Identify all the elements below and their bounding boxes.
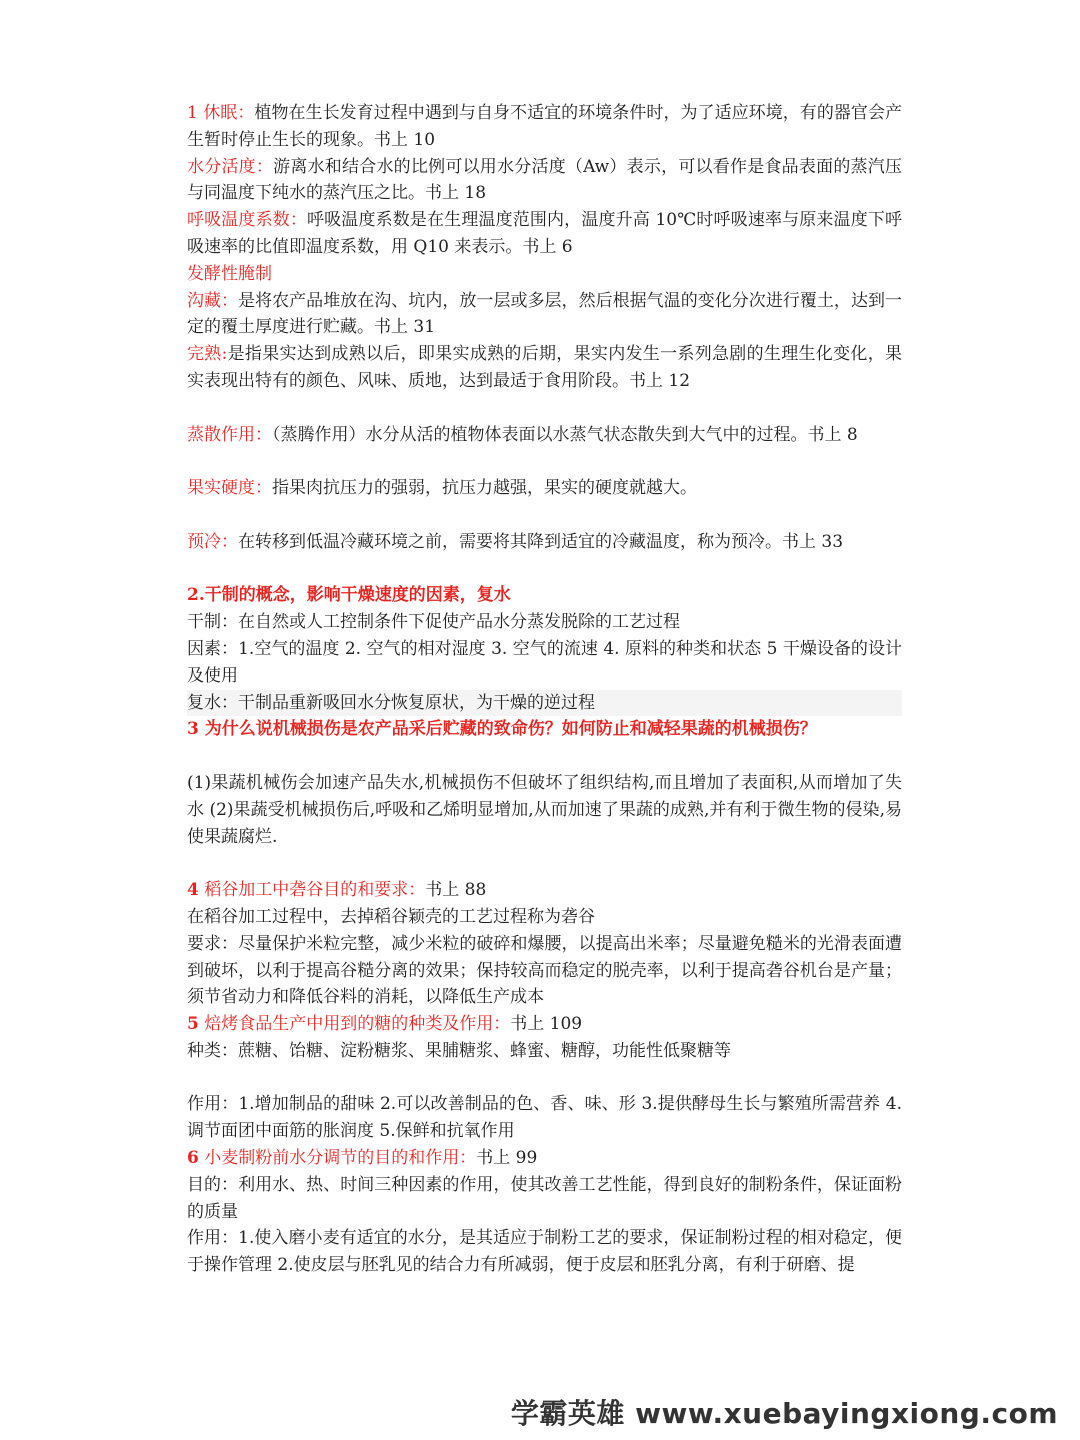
term-label: 呼吸温度系数： <box>187 210 308 231</box>
book-reference: 书上 109 <box>510 1014 583 1035</box>
term-label: 果实硬度： <box>187 478 272 499</box>
q6-purpose: 目的：利用水、热、时间三种因素的作用，使其改善工艺性能，得到良好的制粉条件，保证面粉的质量 <box>187 1174 902 1222</box>
q2-rehydration-line: 复水：干制品重新吸回水分恢复原状，为干燥的逆过程 <box>187 690 902 717</box>
question-number: 5 <box>187 1014 199 1035</box>
question-title: 稻谷加工中砻谷目的和要求： <box>198 880 426 901</box>
definition-text: 在转移到低温冷藏环境之前，需要将其降到适宜的冷藏温度，称为预冷。书上 33 <box>238 531 844 552</box>
question-number: 3 <box>187 719 199 740</box>
definition-water-activity <box>187 154 902 208</box>
spacer <box>187 850 902 877</box>
definition-text: 是指果实达到成熟以后，即果实成熟的后期，果实内发生一系列急剧的生理生化变化，果实表现出特有的颜色、风味、质地，达到最适于食用阶段。书上 12 <box>187 344 902 391</box>
definition-full-ripeness <box>187 341 902 395</box>
definition-precooling <box>187 529 902 556</box>
question-number: 2. <box>187 585 205 606</box>
q2-factors-line: 因素：1.空气的温度 2. 空气的相对湿度 3. 空气的流速 4. 原料的种类和状态 5 干燥设备的设计及使用 <box>187 638 902 686</box>
question-5-heading <box>187 1011 902 1038</box>
question-number: 6 <box>187 1148 199 1169</box>
definition-text: 指果肉抗压力的强弱，抗压力越强，果实的硬度就越大。 <box>272 478 697 499</box>
definition-text: 植物在生长发育过程中遇到与自身不适宜的环境条件时，为了适应环境，有的器官会产生暂时停止生长的现象。书上 10 <box>187 103 902 150</box>
question-3-heading <box>187 716 902 743</box>
document-body <box>187 100 902 1279</box>
definition-text: 是将农产品堆放在沟、坑内，放一层或多层，然后根据气温的变化分次进行覆土，达到一定的覆土厚度进行贮藏。书上 31 <box>187 290 903 338</box>
book-reference: 书上 88 <box>425 880 487 901</box>
term-label: 蒸散作用： <box>187 424 272 445</box>
term-label: 预冷： <box>187 531 238 552</box>
book-reference: 书上 99 <box>476 1148 538 1169</box>
spacer <box>187 556 902 583</box>
q3-answer: (1)果蔬机械伤会加速产品失水,机械损伤不但破坏了组织结构,而且增加了表面积,从而增加了失水 (2)果蔬受机械损伤后,呼吸和乙烯明显增加,从而加速了果蔬的成熟,并有利于微生物的侵染,易使果蔬腐烂. <box>187 772 902 847</box>
term-label: 水分活度： <box>187 156 274 177</box>
definition-dormancy <box>187 100 902 154</box>
question-title: 小麦制粉前水分调节的目的和作用： <box>198 1148 477 1169</box>
question-6-heading <box>187 1145 902 1172</box>
term-label: 发酵性腌制 <box>187 263 272 284</box>
term-label: 完熟: <box>187 344 228 365</box>
definition-text: 呼吸温度系数是在生理温度范围内，温度升高 10℃时呼吸速率与原来温度下呼吸速率的比值即温度系数，用 Q10 来表示。书上 6 <box>187 210 902 257</box>
term-label: 沟藏： <box>187 290 239 311</box>
spacer <box>187 395 902 422</box>
definition-transpiration <box>187 422 902 449</box>
watermark-footer: 学霸英雄 www.xuebayingxiong.com <box>510 1397 1058 1430</box>
definition-trench-storage <box>187 288 902 342</box>
question-number: 4 <box>187 880 199 901</box>
spacer <box>187 448 902 475</box>
term-label: 1 休眠： <box>187 103 255 123</box>
definition-text: （蒸腾作用）水分从活的植物体表面以水蒸气状态散失到大气中的过程。书上 8 <box>272 424 858 445</box>
q4-definition-line: 在稻谷加工过程中，去掉稻谷颖壳的工艺过程称为砻谷 <box>187 906 595 927</box>
q6-effects: 作用：1.使入磨小麦有适宜的水分，是其适应于制粉工艺的要求，保证制粉过程的相对稳定，便于操作管理 2.使皮层与胚乳见的结合力有所减弱，便于皮层和胚乳分离，有利于研磨、提 <box>187 1228 902 1276</box>
spacer <box>187 1065 902 1092</box>
question-title: 焙烤食品生产中用到的糖的种类及作用： <box>198 1014 511 1035</box>
definition-text: 游离水和结合水的比例可以用水分活度（Aw）表示，可以看作是食品表面的蒸汽压与同温度下纯水的蒸汽压之比。书上 18 <box>187 156 902 204</box>
q4-requirements: 要求：尽量保护米粒完整，减少米粒的破碎和爆腰，以提高出米率；尽量避免糙米的光滑表面遭到破坏，以利于提高谷糙分离的效果；保持较高而稳定的脱壳率，以利于提高砻谷机台是产量；须节省动力和降低谷料的消耗，以降低生产成本 <box>187 933 902 1008</box>
spacer <box>187 502 902 529</box>
q5-effects: 作用：1.增加制品的甜味 2.可以改善制品的色、香、味、形 3.提供酵母生长与繁殖所需营养 4.调节面团中面筋的胀润度 5.保鲜和抗氧作用 <box>187 1094 902 1142</box>
q2-drying-line: 干制：在自然或人工控制条件下促使产品水分蒸发脱除的工艺过程 <box>187 612 680 633</box>
definition-fruit-firmness <box>187 475 902 502</box>
question-2-heading <box>187 582 902 609</box>
question-title: 为什么说机械损伤是农产品采后贮藏的致命伤？如何防止和减轻果蔬的机械损伤？ <box>198 719 817 740</box>
spacer <box>187 743 902 770</box>
definition-respiration-coefficient <box>187 207 902 261</box>
q5-kinds: 种类：蔗糖、饴糖、淀粉糖浆、果脯糖浆、蜂蜜、糖醇，功能性低聚糖等 <box>187 1040 731 1061</box>
definition-fermented-pickling <box>187 261 902 288</box>
question-4-heading <box>187 877 902 904</box>
question-title: 干制的概念，影响干燥速度的因素，复水 <box>204 585 511 606</box>
